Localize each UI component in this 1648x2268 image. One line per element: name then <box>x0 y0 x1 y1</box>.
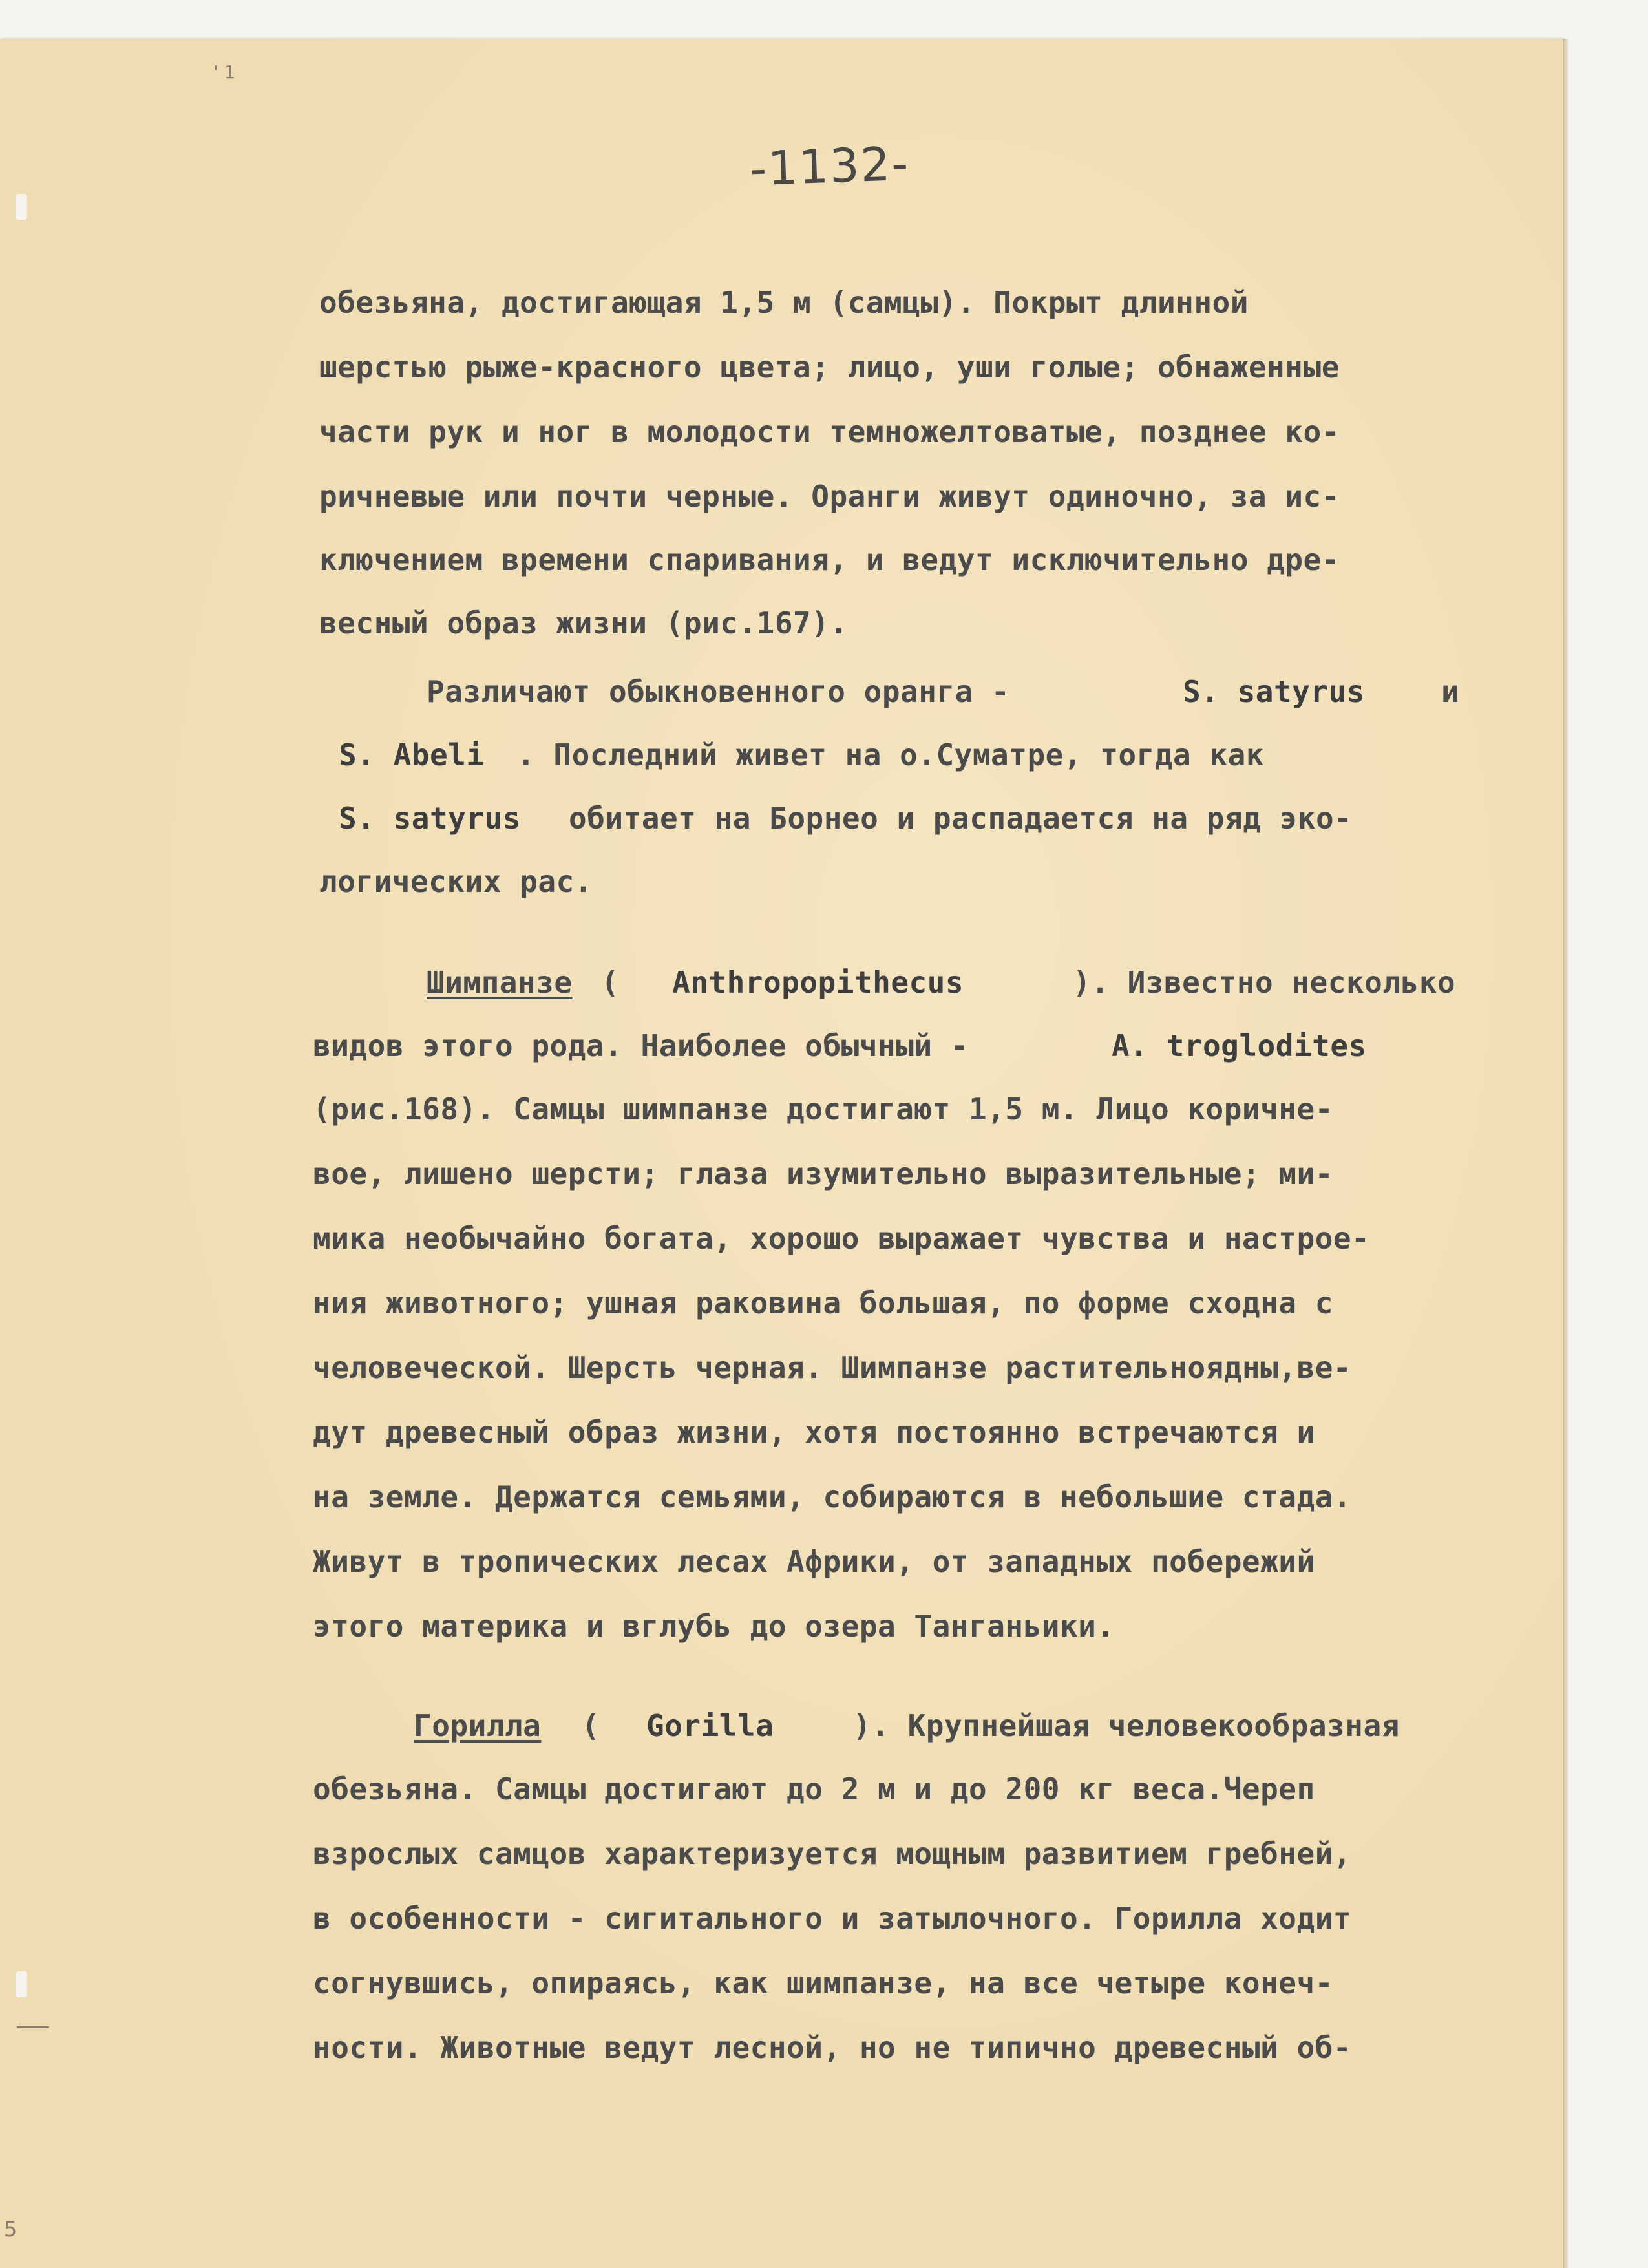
margin-mark-bottom: 5 <box>4 2217 17 2242</box>
text-line: шерстью рыже-красного цвета; лицо, уши голые; обнаженные <box>319 350 1340 385</box>
text-line: ния животного; ушная раковина большая, по форме сходна с <box>313 1286 1333 1320</box>
text-line: обезьяна, достигающая 1,5 м (самцы). Покрыт длинной <box>319 285 1249 320</box>
latin-name: S. satyrus <box>339 801 521 836</box>
section-heading-gorilla: Горилла <box>414 1708 542 1743</box>
margin-dash <box>17 2026 49 2028</box>
text-line: ). Известно несколько <box>1073 965 1456 1000</box>
latin-name: S. Abeli <box>339 737 485 772</box>
text-line: ( <box>601 965 620 1000</box>
text-line: обезьяна. Самцы достигают до 2 м и до 200 кг веса.Череп <box>313 1772 1315 1807</box>
text-line: человеческой. Шерсть черная. Шимпанзе растительноядны,ве- <box>313 1350 1352 1385</box>
text-line: Различают обыкновенного оранга - <box>427 674 1010 709</box>
text-line: вое, лишено шерсти; глаза изумительно выразительные; ми- <box>313 1156 1333 1191</box>
text-line: этого материка и вглубь до озера Танганьики. <box>313 1609 1115 1644</box>
text-line: видов этого рода. Наиболее обычный - <box>313 1028 969 1063</box>
text-line: . Последний живет на о.Суматре, тогда как <box>517 737 1264 772</box>
binding-hole <box>16 194 27 220</box>
section-heading-chimpanzee: Шимпанзе <box>427 965 573 1000</box>
text-line: мика необычайно богата, хорошо выражает чувства и настрое- <box>313 1221 1370 1256</box>
text-line: взрослых самцов характеризуется мощным развитием гребней, <box>313 1836 1352 1871</box>
latin-name: Anthropopithecus <box>672 965 964 1000</box>
page-number: -1132- <box>748 136 911 196</box>
text-line: ). Крупнейшая человекообразная <box>853 1708 1400 1743</box>
paper-edge <box>1563 39 1568 2268</box>
text-line: в особенности - сигитального и затылочного. Горилла ходит <box>313 1901 1352 1936</box>
text-line: дут древесный образ жизни, хотя постоянно встречаются и <box>313 1415 1315 1450</box>
text-line: ности. Животные ведут лесной, но не типично древесный об- <box>313 2030 1352 2065</box>
text-line: на земле. Держатся семьями, собираются в небольшие стада. <box>313 1479 1352 1514</box>
text-line: обитает на Борнео и распадается на ряд эко- <box>569 801 1353 836</box>
text-line: ричневые или почти черные. Оранги живут одиночно, за ис- <box>319 479 1340 514</box>
text-line: согнувшись, опираясь, как шимпанзе, на все четыре конеч- <box>313 1966 1333 2000</box>
latin-name: Gorilla <box>646 1708 774 1743</box>
latin-name: A. troglodites <box>1112 1028 1367 1063</box>
text-line: Живут в тропических лесах Африки, от западных побережий <box>313 1544 1315 1579</box>
text-line: логических рас. <box>319 864 593 899</box>
binding-hole <box>16 1971 27 1997</box>
text-line: ( <box>582 1708 600 1743</box>
latin-name: S. satyrus <box>1183 674 1365 709</box>
text-line: (рис.168). Самцы шимпанзе достигают 1,5 м. Лицо коричне- <box>313 1092 1333 1127</box>
margin-mark-top: ' 1 <box>213 61 236 83</box>
text-line: ключением времени спаривания, и ведут исключительно дре- <box>319 542 1340 577</box>
text-line: части рук и ног в молодости темножелтоватые, позднее ко- <box>319 414 1340 449</box>
text-line: весный образ жизни (рис.167). <box>319 606 848 641</box>
text-line: и <box>1441 674 1460 709</box>
